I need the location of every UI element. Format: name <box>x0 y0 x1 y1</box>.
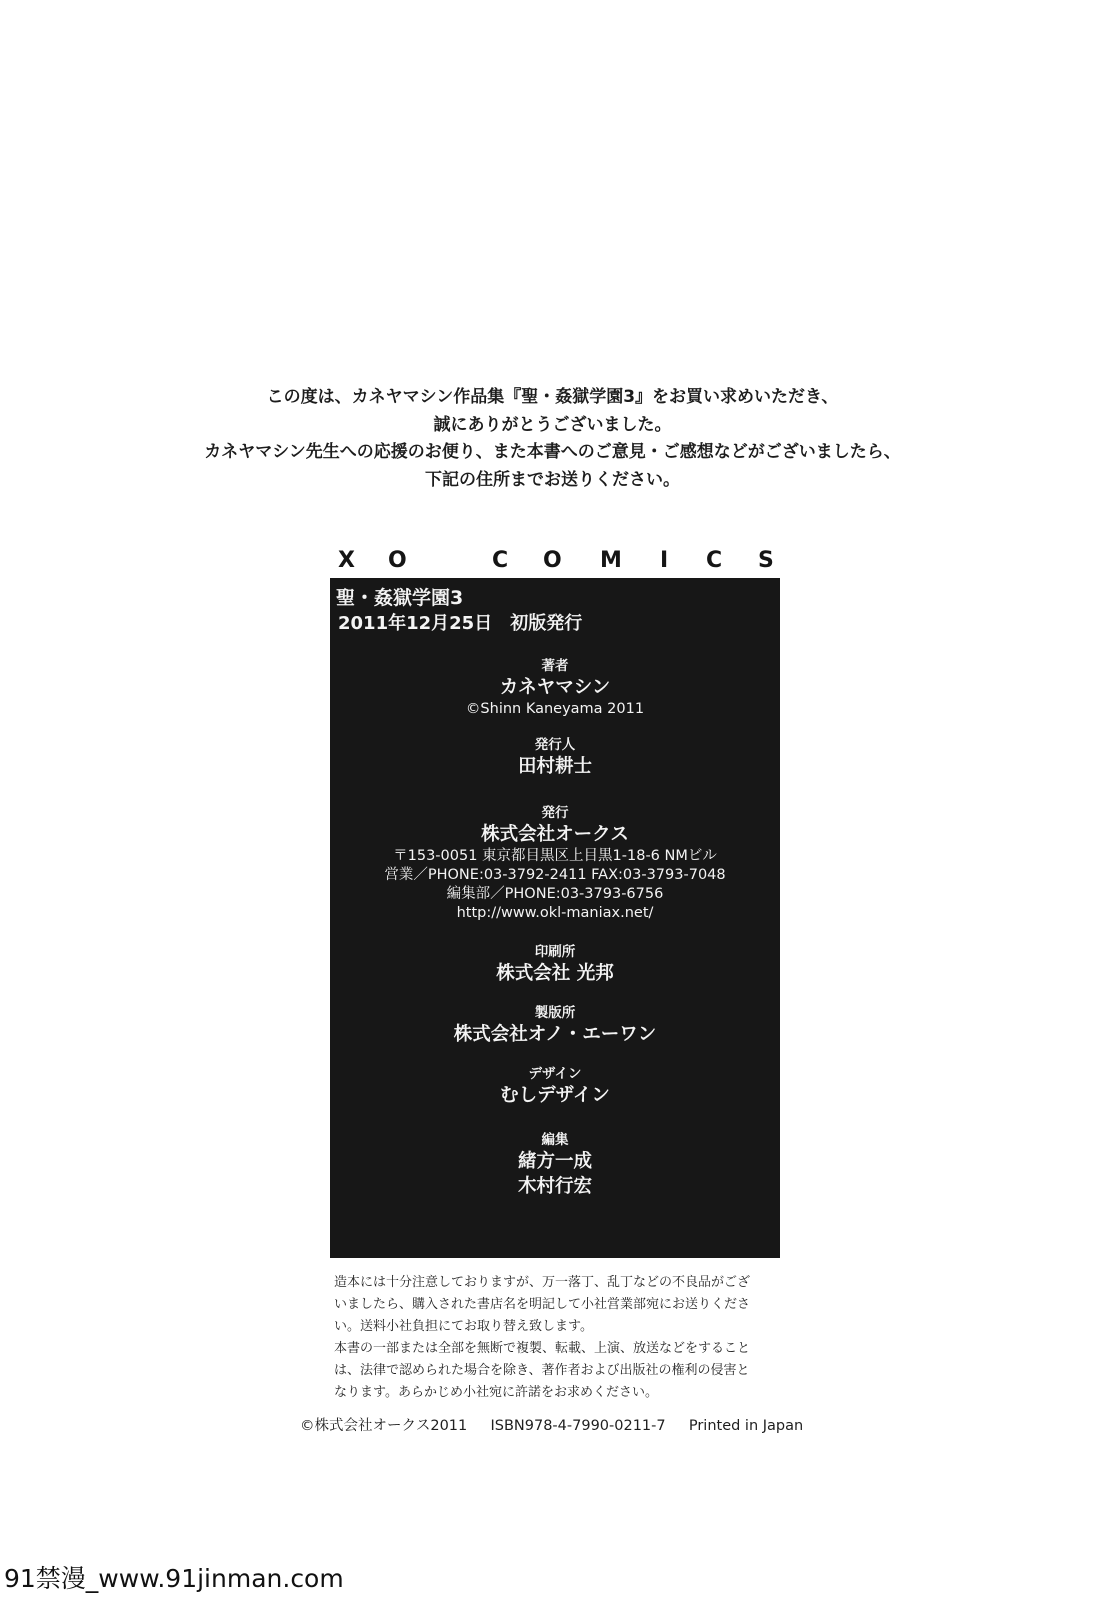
logo-letter: O <box>543 548 562 573</box>
copyright-text: ©株式会社オークス2011 <box>300 1418 468 1434</box>
credit-name: 株式会社オークス <box>481 824 629 845</box>
credit-role: 編集 <box>541 1132 569 1148</box>
book-title: 聖・姦獄学園3 <box>336 587 464 609</box>
publisher-website: http://www.okl-maniax.net/ <box>456 905 654 921</box>
note-line: い。送料小社負担にてお取り替え致します。 <box>334 1319 593 1334</box>
note-line: なります。あらかじめ小社宛に許諾をお求めください。 <box>334 1385 658 1400</box>
credit-name: 株式会社オノ・エーワン <box>453 1024 657 1045</box>
credit-role: 製版所 <box>534 1005 576 1021</box>
copyright-line <box>300 1416 820 1436</box>
credit-role: 著者 <box>541 658 569 674</box>
credit-name: カネヤマシン <box>499 677 611 698</box>
credit-plate-maker <box>330 1004 780 1047</box>
credit-editors <box>330 1131 780 1199</box>
logo-letter: X <box>338 548 355 573</box>
note-line: 本書の一部または全部を無断で複製、転載、上演、放送などをすること <box>334 1341 751 1356</box>
thanks-line: この度は、カネヤマシン作品集『聖・姦獄学園3』をお買い求めいただき、 <box>266 387 839 407</box>
publisher-address: 〒153-0051 東京都目黒区上目黒1-18-6 NMビル <box>393 848 717 864</box>
credit-copyright: ©Shinn Kaneyama 2011 <box>465 701 645 717</box>
credit-name: 緒方一成 <box>517 1151 592 1172</box>
logo-letter: M <box>600 548 622 573</box>
thanks-line: 誠にありがとうございました。 <box>433 414 672 435</box>
note-line: は、法律で認められた場合を除き、著作者および出版社の権利の侵害と <box>334 1363 750 1378</box>
thanks-message <box>150 384 955 494</box>
thanks-line: カネヤマシン先生への応援のお便り、また本書へのご意見・ご感想などがございましたら、 <box>204 442 901 462</box>
credit-role: 発行 <box>541 805 569 821</box>
logo-letter: C <box>706 548 723 573</box>
edition-date: 2011年12月25日 <box>338 613 493 634</box>
logo-letter: C <box>492 548 509 573</box>
note-line: いましたら、購入された書店名を明記して小社営業部宛にお送りくださ <box>334 1297 751 1312</box>
credit-name: 田村耕士 <box>517 756 592 777</box>
credit-publisher <box>330 804 780 923</box>
site-watermark: 91禁漫_www.91jinman.com <box>4 1564 344 1593</box>
logo-letter: O <box>388 548 407 573</box>
credit-name: 木村行宏 <box>517 1176 592 1197</box>
credit-design <box>330 1065 780 1108</box>
note-line: 造本には十分注意しておりますが、万一落丁、乱丁などの不良品がござ <box>334 1275 751 1290</box>
credit-printer <box>330 943 780 986</box>
credit-role: 印刷所 <box>534 944 576 960</box>
colophon-panel <box>330 578 780 1258</box>
edition-line <box>338 612 582 636</box>
imprint-logo <box>338 546 793 576</box>
thanks-line: 下記の住所までお送りください。 <box>425 469 680 490</box>
credit-role: 発行人 <box>534 737 576 753</box>
edition-label: 初版発行 <box>510 613 583 634</box>
logo-letter: I <box>660 548 669 573</box>
credit-publisher-person <box>330 736 780 779</box>
printed-in-text: Printed in Japan <box>688 1418 804 1434</box>
publisher-sales-phone: 営業／PHONE:03-3792-2411 FAX:03-3793-7048 <box>384 867 726 883</box>
credit-role: デザイン <box>528 1066 582 1082</box>
isbn-text: ISBN978-4-7990-0211-7 <box>490 1418 666 1434</box>
legal-notes <box>334 1272 794 1404</box>
publisher-editorial-phone: 編集部／PHONE:03-3793-6756 <box>446 886 664 902</box>
logo-letter: S <box>758 548 774 573</box>
credit-name: むしデザイン <box>500 1085 610 1106</box>
credit-name: 株式会社 光邦 <box>496 963 614 984</box>
credit-author <box>330 657 780 719</box>
